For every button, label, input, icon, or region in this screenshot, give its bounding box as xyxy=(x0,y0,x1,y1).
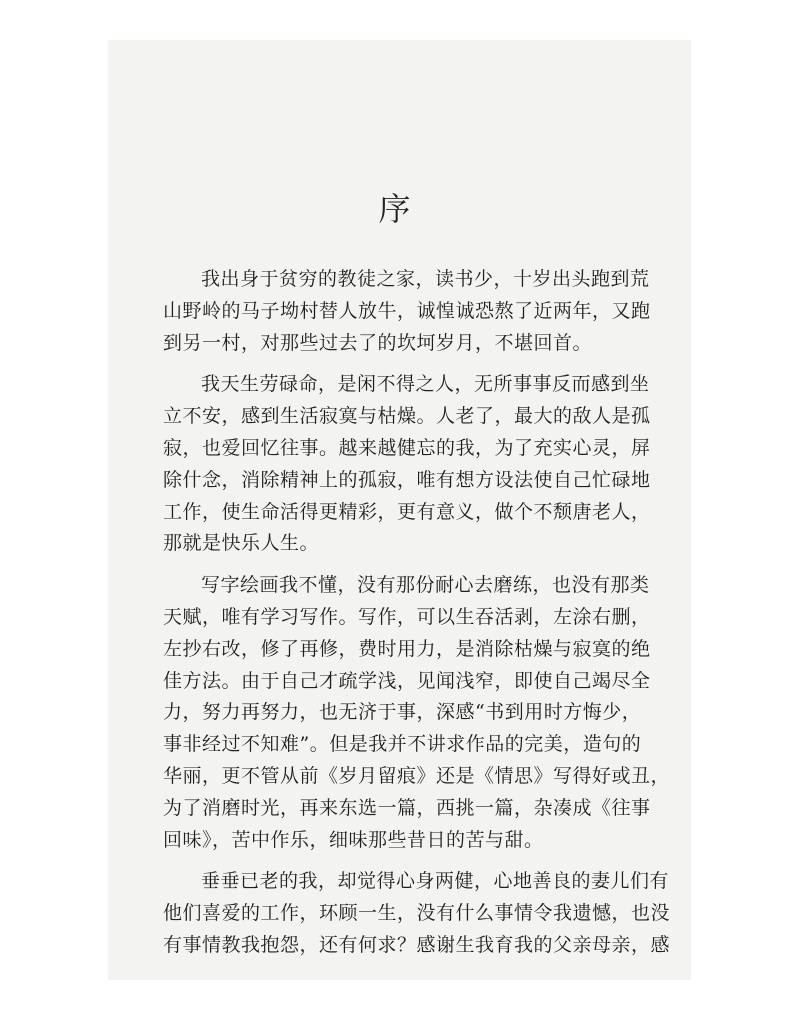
text-line: 山野岭的马子坳村替人放牛，诚惶诚恐熬了近两年，又跑 xyxy=(163,299,651,322)
text-line: 佳方法。由于自己才疏学浅，见闻浅窄，即使自己竭尽全 xyxy=(163,669,651,692)
text-line: 立不安，感到生活寂寞与枯燥。人老了，最大的敌人是孤 xyxy=(163,405,651,428)
text-line: 他们喜爱的工作，环顾一生，没有什么事情令我遗憾，也没 xyxy=(163,902,671,925)
text-line: 天赋，唯有学习写作。写作，可以生吞活剥，左涂右删， xyxy=(163,605,651,628)
text-line: 华丽，更不管从前《岁月留痕》还是《情思》写得好或丑， xyxy=(163,764,671,787)
text-line: 力，努力再努力，也无济于事，深感“书到用时方悔少， xyxy=(163,701,642,724)
paragraph-gap xyxy=(163,560,611,570)
text-line: 那就是快乐人生。 xyxy=(163,532,320,555)
text-line: 到另一村，对那些过去了的坎坷岁月，不堪回首。 xyxy=(163,331,593,354)
text-line: 工作，使生命活得更精彩，更有意义，做个不颓唐老人， xyxy=(163,500,651,523)
paragraph-2 xyxy=(163,369,651,560)
paragraph-1 xyxy=(163,264,651,359)
text-line: 我天生劳碌命，是闲不得之人，无所事事反而感到坐 xyxy=(201,373,650,396)
text-line: 事非经过不知难”。但是我并不讲求作品的完美，造句的 xyxy=(163,733,642,756)
body-text xyxy=(163,264,671,962)
paragraph-gap xyxy=(163,856,611,866)
text-line: 有事情教我抱怨，还有何求？感谢生我育我的父亲母亲，感 xyxy=(163,933,671,956)
text-line: 回味》，苦中作乐，细味那些昔日的苦与甜。 xyxy=(163,828,544,851)
text-line: 寂，也爱回忆往事。越来越健忘的我，为了充实心灵，屏 xyxy=(163,436,651,459)
text-line: 为了消磨时光，再来东选一篇，西挑一篇，杂凑成《往事 xyxy=(163,796,651,819)
text-line: 我出身于贫穷的教徒之家，读书少，十岁出头跑到荒 xyxy=(201,268,650,290)
text-line: 垂垂已老的我，却觉得心身两健，心地善良的妻儿们有 xyxy=(201,870,670,893)
page-title: 序 xyxy=(378,190,413,228)
text-line: 写字绘画我不懂，没有那份耐心去磨练，也没有那类 xyxy=(201,574,650,597)
text-line: 除什念，消除精神上的孤寂，唯有想方设法使自己忙碌地 xyxy=(163,468,651,491)
paragraph-4 xyxy=(163,866,671,961)
paragraph-3 xyxy=(163,570,671,856)
paragraph-gap xyxy=(163,359,611,369)
text-line: 左抄右改，修了再修，费时用力，是消除枯燥与寂寞的绝 xyxy=(163,637,651,660)
